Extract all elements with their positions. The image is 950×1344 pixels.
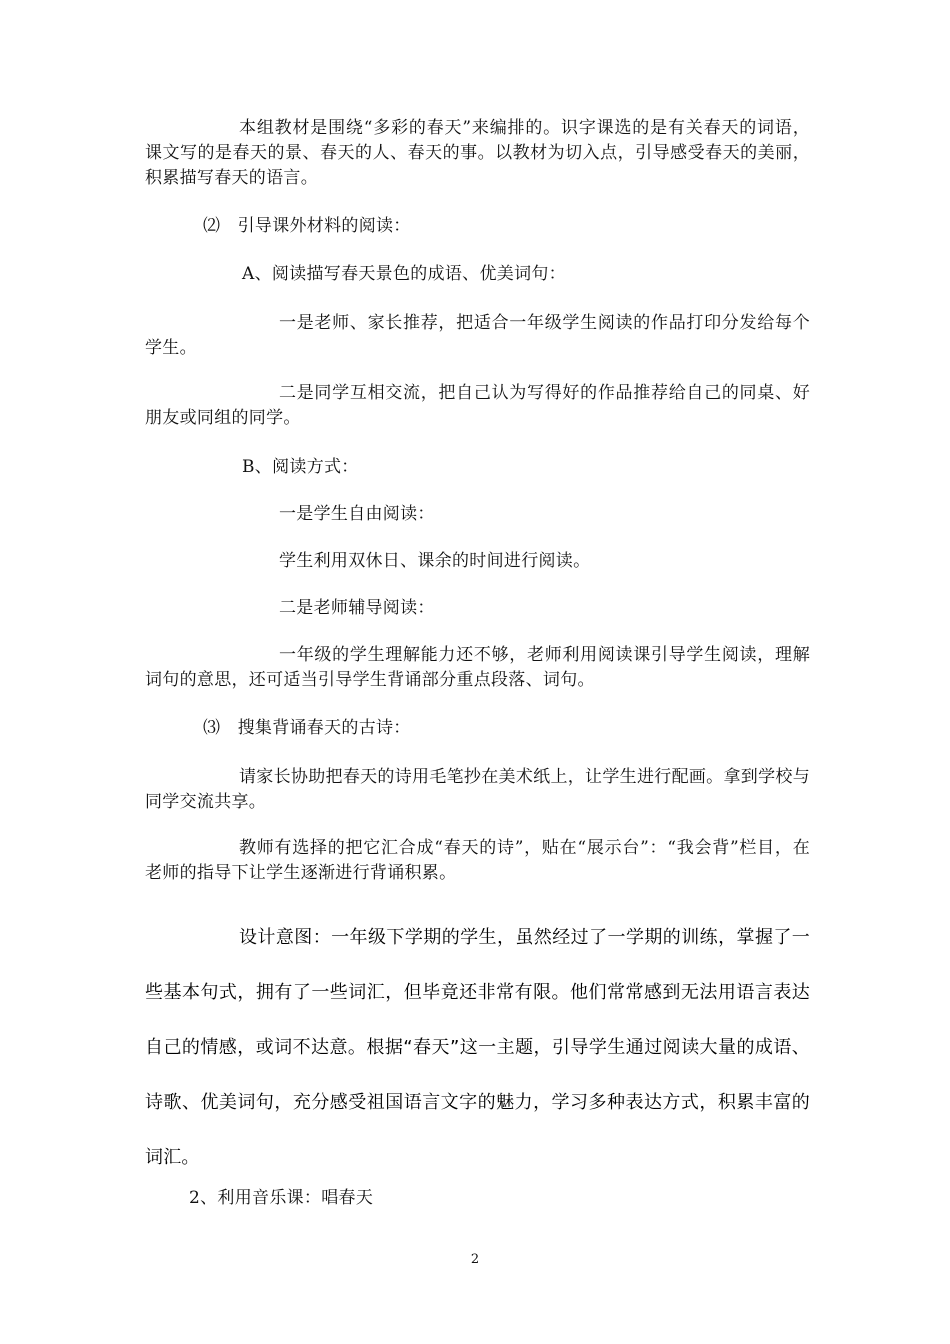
sub-b-item-1: 一是学生自由阅读： <box>279 504 435 524</box>
item-3-paragraph-2: 教师有选择的把它汇合成“春天的诗”，贴在“展示台”：“我会背”栏目，在老师的指导下让学生逐渐进行背诵积累。 <box>145 838 810 883</box>
sub-b-item-1-detail: 学生利用双休日、课余的时间进行阅读。 <box>279 551 591 571</box>
section-2-heading: 2、利用音乐课：唱春天 <box>189 1188 374 1208</box>
sub-a-item-1: 一是老师、家长推荐，把适合一年级学生阅读的作品打印分发给每个学生。 <box>145 313 810 358</box>
sub-b-heading: B、阅读方式： <box>242 457 359 477</box>
item-2-heading: ⑵ 引导课外材料的阅读： <box>203 216 411 236</box>
sub-a-heading: A、阅读描写春天景色的成语、优美词句： <box>242 264 566 284</box>
page-number: 2 <box>470 1252 480 1267</box>
intro-paragraph: 本组教材是围绕“多彩的春天”来编排的。识字课选的是有关春天的词语，课文写的是春天的景、春天的人、春天的事。以教材为切入点，引导感受春天的美丽，积累描写春天的语言。 <box>145 118 810 188</box>
sub-b-item-2-detail: 一年级的学生理解能力还不够，老师利用阅读课引导学生阅读，理解词句的意思，还可适当引导学生背诵部分重点段落、词句。 <box>145 645 810 690</box>
item-3-paragraph-1: 请家长协助把春天的诗用毛笔抄在美术纸上，让学生进行配画。拿到学校与同学交流共享。 <box>145 767 810 812</box>
item-3-heading: ⑶ 搜集背诵春天的古诗： <box>203 718 411 738</box>
sub-a-item-2: 二是同学互相交流，把自己认为写得好的作品推荐给自己的同桌、好朋友或同组的同学。 <box>145 383 810 428</box>
design-intent-paragraph: 设计意图：一年级下学期的学生，虽然经过了一学期的训练，掌握了一些基本句式，拥有了一些词汇，但毕竟还非常有限。他们常常感到无法用语言表达自己的情感，或词不达意。根据“春天”这一主题，引导学生通过阅读大量的成语、诗歌、优美词句，充分感受祖国语言文字的魅力，学习多种表达方式，积累丰富的词汇。 <box>145 927 810 1168</box>
sub-b-item-2: 二是老师辅导阅读： <box>279 598 435 618</box>
